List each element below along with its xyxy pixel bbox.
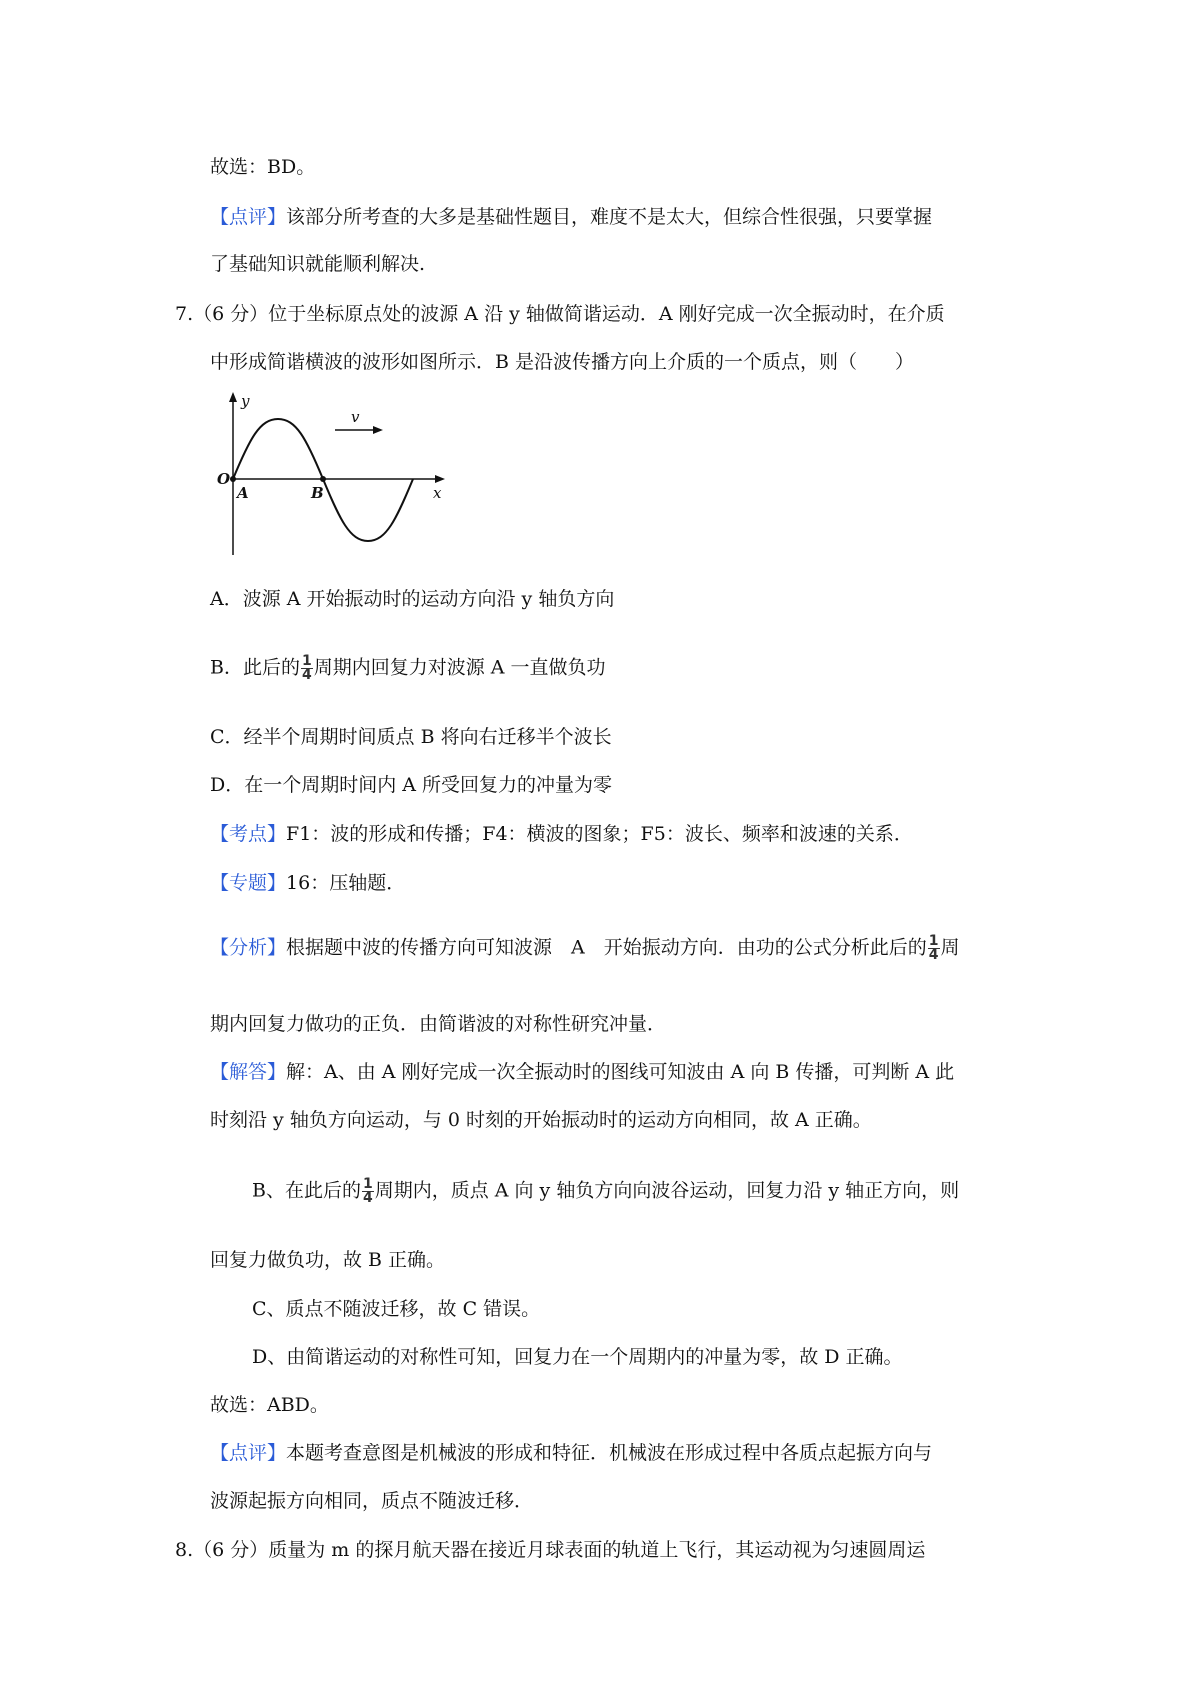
point-b	[320, 476, 326, 482]
jieda-text: 解：A、由 A 刚好完成一次全振动时的图线可知波由 A 向 B 传播，可判断 A 此	[286, 1061, 955, 1083]
zhuanti-text: 16：压轴题．	[286, 872, 406, 894]
q8-number: 8.	[175, 1539, 194, 1561]
kaodian-tag: 【考点】	[210, 823, 287, 845]
q7-option-d: D．在一个周期时间内 A 所受回复力的冲量为零	[210, 774, 613, 796]
q7-jieda-b-line2: 回复力做负功，故 B 正确。	[210, 1249, 446, 1271]
fenxi-post: 周	[940, 936, 960, 959]
q7-number: 7.	[175, 303, 194, 325]
jieda-b-pre: B、在此后的	[252, 1179, 361, 1202]
jieda-b-post: 周期内，质点 A 向 y 轴负方向向波谷运动，回复力沿 y 轴正方向，则	[374, 1179, 960, 1202]
q8-stem-line1	[175, 1541, 925, 1560]
q7-jieda-c: C、质点不随波迁移，故 C 错误。	[252, 1298, 541, 1320]
label-v: v	[351, 408, 360, 426]
q7-zhuanti	[210, 874, 405, 893]
label-o: O	[217, 470, 231, 488]
dianping-text: 本题考查意图是机械波的形成和特征．机械波在形成过程中各质点起振方向与	[286, 1442, 933, 1464]
kaodian-text: F1：波的形成和传播；F4：横波的图象；F5：波长、频率和波速的关系．	[286, 823, 913, 845]
q7-option-a: A．波源 A 开始振动时的运动方向沿 y 轴负方向	[210, 588, 615, 610]
prev-comment-line2: 了基础知识就能顺利解决.	[210, 253, 426, 275]
q7-kaodian	[210, 825, 913, 844]
q7-option-b-post: 周期内回复力对波源 A 一直做负功	[313, 656, 606, 679]
prev-answer: 故选：BD。	[210, 156, 316, 178]
label-a: A	[237, 484, 249, 502]
quarter-fraction: $\frac{1}{4}$	[301, 653, 312, 683]
zhuanti-tag: 【专题】	[210, 872, 287, 894]
fenxi-pre: 根据题中波的传播方向可知波源 A 开始振动方向．由功的公式分析此后的	[286, 936, 927, 959]
q7-option-c: C．经半个周期时间质点 B 将向右迁移半个波长	[210, 726, 612, 748]
label-x: x	[433, 484, 442, 502]
label-y: y	[241, 392, 250, 410]
dianping-tag: 【点评】	[210, 1442, 287, 1464]
fenxi-tag: 【分析】	[210, 936, 287, 959]
q7-jieda-b	[252, 1178, 959, 1205]
q7-jieda	[210, 1063, 954, 1082]
q7-fenxi	[210, 935, 960, 962]
x-axis-arrow	[435, 475, 445, 483]
q7-stem-text: （6 分）位于坐标原点处的波源 A 沿 y 轴做简谐运动．A 刚好完成一次全振动时，在介质	[193, 303, 945, 325]
q7-dianping	[210, 1444, 932, 1463]
comment-tag: 【点评】	[210, 206, 287, 228]
q7-fenxi-line2: 期内回复力做功的正负．由简谐波的对称性研究冲量．	[210, 1013, 667, 1035]
q7-stem-line2: 中形成简谐横波的波形如图所示．B 是沿波传播方向上介质的一个质点，则（ ）	[210, 351, 915, 373]
q7-jieda-d: D、由简谐运动的对称性可知，回复力在一个周期内的冲量为零，故 D 正确。	[252, 1346, 903, 1368]
label-b: B	[311, 484, 324, 502]
prev-comment	[210, 208, 932, 227]
q7-dianping-line2: 波源起振方向相同，质点不随波迁移．	[210, 1490, 534, 1512]
quarter-fraction: $\frac{1}{4}$	[928, 933, 939, 963]
y-axis-arrow	[229, 392, 237, 402]
q7-option-b-pre: B．此后的	[210, 656, 300, 679]
q7-option-b	[210, 655, 606, 682]
comment-text: 该部分所考查的大多是基础性题目，难度不是太大，但综合性很强，只要掌握	[286, 206, 933, 228]
wave-figure	[205, 390, 455, 560]
jieda-tag: 【解答】	[210, 1061, 287, 1083]
point-a	[230, 476, 236, 482]
q7-answer: 故选：ABD。	[210, 1394, 329, 1416]
velocity-arrowhead	[373, 426, 383, 434]
q7-stem-line1	[175, 305, 945, 324]
q7-jieda-line2: 时刻沿 y 轴负方向运动，与 0 时刻的开始振动时的运动方向相同，故 A 正确。	[210, 1109, 872, 1131]
quarter-fraction: $\frac{1}{4}$	[362, 1176, 373, 1206]
q8-stem-text: （6 分）质量为 m 的探月航天器在接近月球表面的轨道上飞行，其运动视为匀速圆周运	[193, 1539, 926, 1561]
